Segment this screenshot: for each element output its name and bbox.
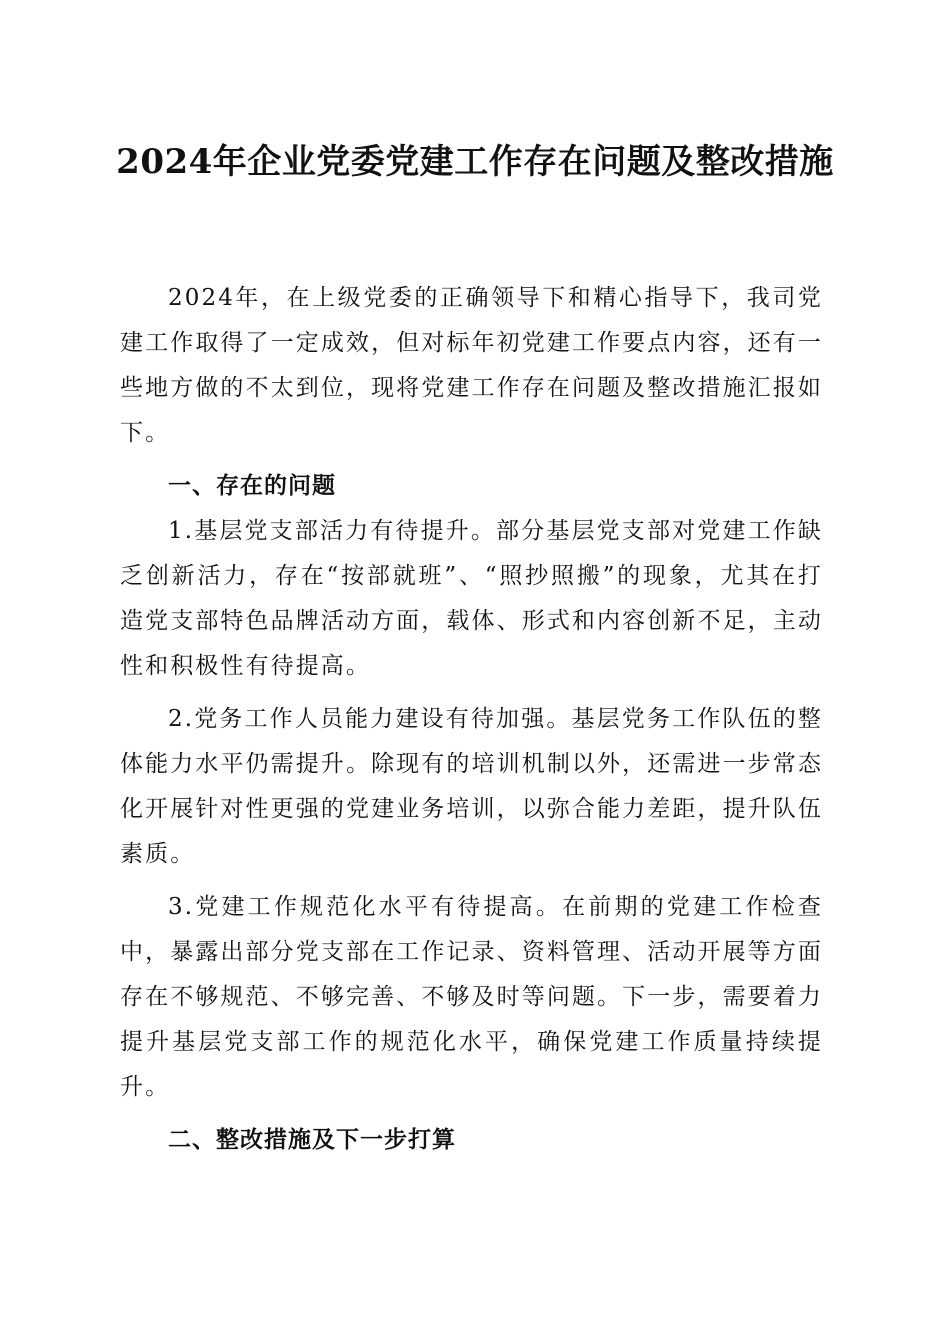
document-title: 2024年企业党委党建工作存在问题及整改措施	[116, 142, 834, 182]
problem-item-3: 3.党建工作规范化水平有待提高。在前期的党建工作检查中，暴露出部分党支部在工作记录、资料管理、活动开展等方面存在不够规范、不够完善、不够及时等问题。下一步，需要着力提升基层党支部工作的规范化水平，确保党建工作质量持续提升。	[120, 894, 823, 1100]
section-heading-problems: 一、存在的问题	[168, 473, 336, 499]
intro-paragraph: 2024年，在上级党委的正确领导下和精心指导下，我司党建工作取得了一定成效，但对标年初党建工作要点内容，还有一些地方做的不太到位，现将党建工作存在问题及整改措施汇报如下。	[120, 285, 823, 446]
problem-item-1: 1.基层党支部活力有待提升。部分基层党支部对党建工作缺乏创新活力，存在“按部就班”、“照抄照搬”的现象，尤其在打造党支部特色品牌活动方面，载体、形式和内容创新不足，主动性和积极性有待提高。	[120, 518, 823, 679]
problem-item-2: 2.党务工作人员能力建设有待加强。基层党务工作队伍的整体能力水平仍需提升。除现有的培训机制以外，还需进一步常态化开展针对性更强的党建业务培训，以弥合能力差距，提升队伍素质。	[120, 706, 823, 867]
section-heading-measures: 二、整改措施及下一步打算	[168, 1127, 456, 1153]
document-body	[120, 276, 823, 1163]
